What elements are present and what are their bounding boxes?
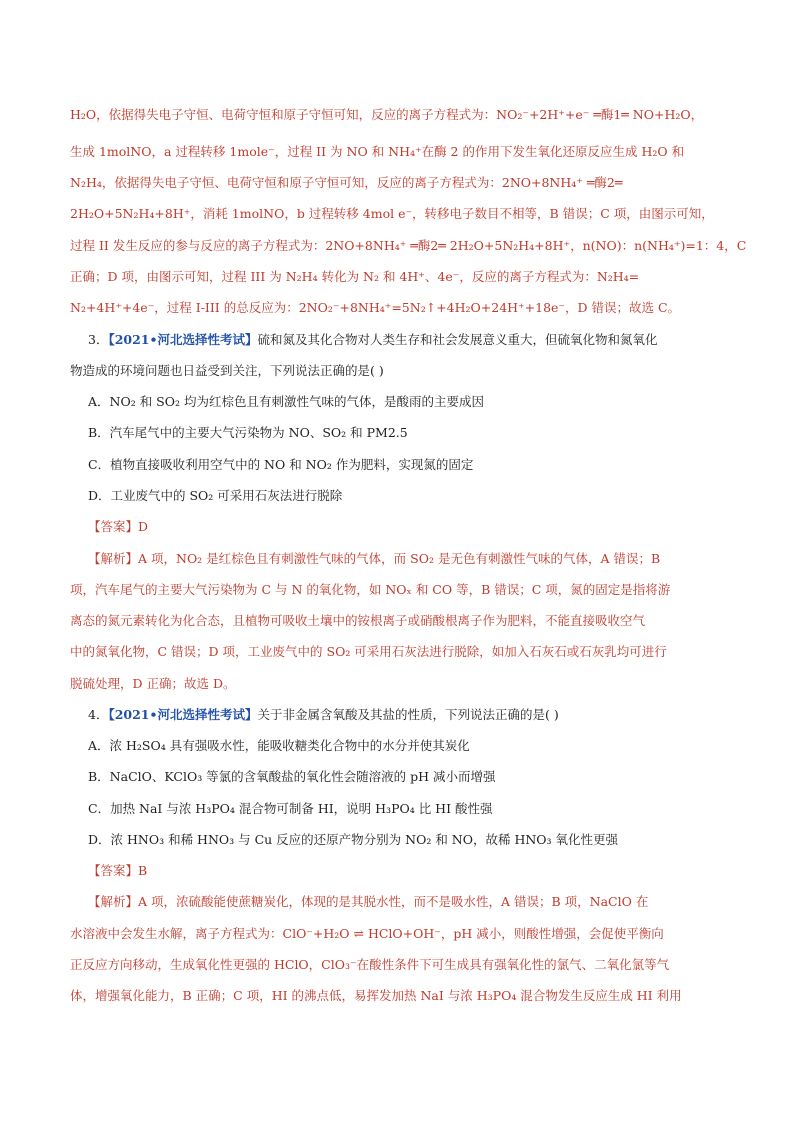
analysis-line: 脱硫处理，D 正确；故选 D。 (70, 676, 236, 691)
question-3-stem-cont: 物造成的环境问题也日益受到关注，下列说法正确的是( ) (70, 363, 384, 378)
analysis-line: 【解析】A 项，NO₂ 是红棕色且有刺激性气味的气体，而 SO₂ 是无色有刺激性气味的气体，A 错误；B (88, 551, 661, 566)
question-3-stem (88, 331, 750, 349)
analysis-line: 体，增强氧化能力，B 正确；C 项，HI 的沸点低，易挥发加热 NaI 与浓 H₃PO₄ 混合物发生反应生成 HI 利用 (70, 988, 682, 1003)
analysis-line: 水溶液中会发生水解，离子方程式为：ClO⁻+H₂O ⇌ HClO+OH⁻，pH 减小，则酸性增强，会促使平衡向 (70, 926, 664, 941)
option-c: C．植物直接吸收利用空气中的 NO 和 NO₂ 作为肥料，实现氮的固定 (88, 457, 474, 472)
question-stem-text: 关于非金属含氧酸及其盐的性质，下列说法正确的是( ) (257, 707, 559, 722)
option-a: A．浓 H₂SO₄ 具有强吸水性，能吸收糖类化合物中的水分并使其炭化 (88, 738, 470, 753)
answer-label: 【答案】B (88, 863, 148, 878)
q2-solution-line: 正确；D 项，由图示可知，过程 III 为 N₂H₄ 转化为 N₂ 和 4H⁺、4e⁻，反应的离子方程式为：N₂H₄= (70, 269, 640, 284)
question-stem-text: 硫和氮及其化合物对人类生存和社会发展意义重大，但硫氧化物和氮氧化 (257, 332, 658, 347)
q2-solution-line: 过程 II 发生反应的参与反应的离子方程式为：2NO+8NH₄⁺ ═酶2═ 2H₂O+5N₂H₄+8H⁺，n(NO)：n(NH₄⁺)=1：4，C (70, 238, 747, 253)
analysis-line: 中的氮氧化物，C 错误；D 项，工业废气中的 SO₂ 可采用石灰法进行脱除，如加入石灰石或石灰乳均可进行 (70, 644, 667, 659)
option-a: A．NO₂ 和 SO₂ 均为红棕色且有刺激性气味的气体，是酸雨的主要成因 (88, 394, 484, 409)
exam-source-tag: 【2021•河北选择性考试】 (108, 707, 258, 722)
q2-solution-line: N₂+4H⁺+4e⁻，过程 I-III 的总反应为：2NO₂⁻+8NH₄⁺=5N₂↑+4H₂O+24H⁺+18e⁻，D 错误；故选 C。 (70, 300, 681, 315)
exam-source-tag: 【2021•河北选择性考试】 (108, 332, 258, 347)
option-d: D．工业废气中的 SO₂ 可采用石灰法进行脱除 (88, 488, 343, 503)
option-c: C．加热 NaI 与浓 H₃PO₄ 混合物可制备 HI，说明 H₃PO₄ 比 HI 酸性强 (88, 801, 493, 816)
analysis-line: 离态的氮元素转化为化合态，且植物可吸收土壤中的铵根离子或硝酸根离子作为肥料，不能直接吸收空气 (70, 613, 646, 628)
analysis-line: 【解析】A 项，浓硫酸能使蔗糖炭化，体现的是其脱水性，而不是吸水性，A 错误；B 项，NaClO 在 (88, 894, 649, 909)
analysis-line: 正反应方向移动，生成氧化性更强的 HClO，ClO₃⁻在酸性条件下可生成具有强氧化性的氯气、二氧化氯等气 (70, 957, 670, 972)
question-number: 4． (88, 707, 109, 722)
q2-solution-line: 2H₂O+5N₂H₄+8H⁺，消耗 1molNO，b 过程转移 4mol e⁻，转移电子数目不相等，B 错误；C 项，由图示可知， (70, 206, 714, 221)
q2-solution-line: H₂O，依据得失电子守恒、电荷守恒和原子守恒可知，反应的离子方程式为：NO₂⁻+2H⁺+e⁻ ═酶1═ NO+H₂O， (70, 107, 704, 122)
q2-solution-line: 生成 1molNO，a 过程转移 1mole⁻，过程 II 为 NO 和 NH₄⁺在酶 2 的作用下发生氧化还原反应生成 H₂O 和 (70, 144, 685, 159)
option-b: B．NaClO、KClO₃ 等氯的含氧酸盐的氧化性会随溶液的 pH 减小而增强 (88, 769, 496, 784)
option-b: B．汽车尾气中的主要大气污染物为 NO、SO₂ 和 PM2.5 (88, 425, 408, 440)
answer-label: 【答案】D (88, 519, 149, 534)
q2-solution-line: N₂H₄，依据得失电子守恒、电荷守恒和原子守恒可知，反应的离子方程式为：2NO+8NH₄⁺ ═酶2═ (70, 175, 623, 190)
question-number: 3． (88, 332, 109, 347)
option-d: D．浓 HNO₃ 和稀 HNO₃ 与 Cu 反应的还原产物分别为 NO₂ 和 NO，故稀 HNO₃ 氧化性更强 (88, 832, 619, 847)
question-4-stem (88, 706, 750, 724)
analysis-line: 项，汽车尾气的主要大气污染物为 C 与 N 的氧化物，如 NOₓ 和 CO 等，B 错误；C 项，氮的固定是指将游 (70, 582, 671, 597)
